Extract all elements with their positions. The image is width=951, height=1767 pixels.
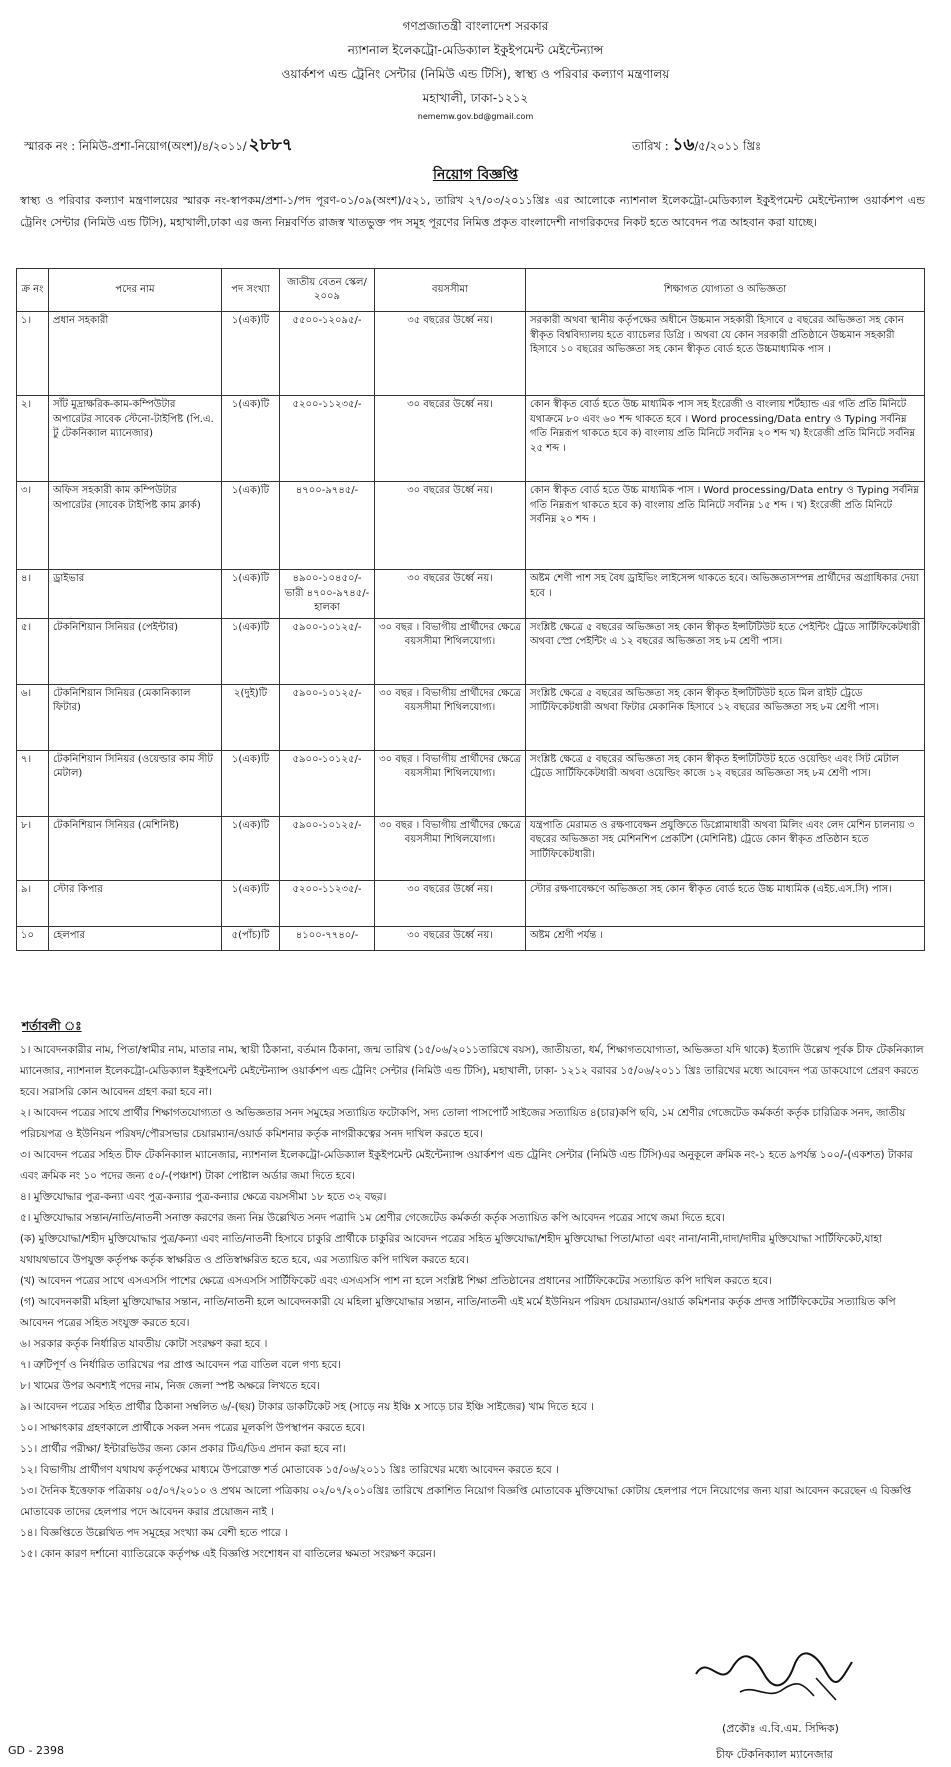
qualification-cell: সংশ্লিষ্ট ক্ষেত্রে ৫ বছরের অভিজ্ঞতা সহ কোন স্বীকৃত ইন্সটিটিউট হতে ওয়েল্ডিং এবং সিট মেটাল ট্রেডে সার্টিফিকেটধারী অথবা ওয়েল্ডিং কাজে ১২ বছরের অভিজ্ঞতা সহ ৮ম শ্রেণী পাস।	[526, 750, 925, 816]
condition-item: ১৫। কোন কারণ দর্শানো ব্যাতিরেকে কর্তৃপক্ষ এই বিজ্ঞপ্তি সংশোধন বা বাতিলের ক্ষমতা সংরক্ষণ করেন।	[20, 1548, 436, 1560]
qualification-cell: কোন স্বীকৃত বোর্ড হতে উচ্চ মাধ্যমিক পাস সহ ইংরেজী ও বাংলায় শর্টহ্যান্ড এর গতি প্রতি মিনিটে যথাক্রমে ৮০ এবং ৬০ শব্দ থাকতে হবে । Word processing/Data entry ও Typing সর্বনিম্ন গতি নিম্নরূপ থাকতে হবে ক) বাংলায় প্রতি মিনিটে সর্বনিম্ন ২০ শব্দ খ) ইংরেজী প্রতি মিনিটে সর্বনিম্ন ২৫ শব্দ ।	[526, 396, 925, 482]
table-row	[17, 816, 925, 880]
col-header-scale: জাতীয় বেতন স্কেল/২০০৯	[280, 269, 375, 312]
age-cell: ৩০ বছর । বিভাগীয় প্রার্থীদের ক্ষেত্রে বয়সসীমা শিথিলযোগ্য।	[375, 684, 526, 750]
post-cell: টেকনিশিয়ান সিনিয়র (ওয়েল্ডার কাম সীট মেটাল)	[49, 750, 222, 816]
post-cell: প্রধান সহকারী	[49, 312, 222, 396]
condition-item: ১। আবেদনকারীর নাম, পিতা/স্বামীর নাম, মাতার নাম, স্থায়ী ঠিকানা, বর্তমান ঠিকানা, জন্ম তারিখ (১৫/০৬/২০১১তারিখে বয়স), জাতীয়তা, ধর্ম, শিক্ষাগতযোগ্যতা, অভিজ্ঞতা যদি থাকে) ইত্যাদি উল্লেখ পূর্বক চীফ টেকনিক্যাল ম্যানেজার, ন্যাশনাল ইলেকট্রো-মেডিক্যাল ইকুইপমেন্ট মেইন্টেন্যান্স ওয়ার্কশপ এন্ড ট্রেনিং সেন্টার (নিমিউ এন্ড টিসি), মহাখালী, ঢাকা- ১২১২ বরাবর ১৫/০৬/২০১১ খ্রিঃ তারিখের মধ্যে আবেদন পত্র ডাকযোগে প্রেরণ করতে হবে। সরাসরি কোন আবেদন গ্রহণ করা হবে না।	[20, 1044, 924, 1098]
condition-item: (গ) আবেদনকারী মহিলা মুক্তিযোদ্ধার সন্তান, নাতি/নাতনী হলে আবেদনকারী যে মহিলা মুক্তিযোদ্ধার সন্তান, নাতি/নাতনী এই মর্মে ইউনিয়ন পরিষদ চেয়ারম্যান/ওয়ার্ড কমিশনার কর্তৃক প্রদত্ত সার্টিফিকেটের সত্যায়িত কপি আবেদন পত্রের সহিত সংযুক্ত করতে হবে।	[20, 1296, 896, 1329]
scale-cell: ৫৯০০-১০১২৫/-	[280, 684, 375, 750]
serial-cell: ৫।	[17, 618, 49, 684]
qualification-cell: অষ্টম শেণী পাশ সহ বৈধ ড্রাইভিং লাইসেন্স থাকতে হবে। অভিজ্ঞতাসম্পন্ন প্রার্থীদের অগ্রাধিকার দেয়া হবে ।	[526, 570, 925, 619]
condition-item: ৩। আবেদন পত্রের সহিত চীফ টেকনিক্যাল ম্যানেজার, ন্যাশনাল ইলেকট্রো-মেডিক্যাল ইকুইপমেন্ট মেইন্টেন্যান্স ওয়ার্কশপ এন্ড ট্রেনিং সেন্টার (নিমিউ এন্ড টিসি)এর অনুকূলে ক্রমিক নং-১ হতে ৯পর্যন্ত ১০০/-(একশত) টাকার এবং ক্রমিক নং ১০ পদের জন্য ৫০/-(পঞ্চাশ) টাকা পোষ্টাল অর্ডার জমা দিতে হবে।	[20, 1149, 913, 1182]
qualification-cell: কোন স্বীকৃত বোর্ড হতে উচ্চ মাধ্যমিক পাস । Word processing/Data entry ও Typing সর্বনিম্ন গতি নিম্নরূপ থাকতে হবে ক) বাংলায় প্রতি মিনিটে সর্বনিম্ন ১৫ শব্দ । খ) ইংরেজী প্রতি মিনিটে সর্বনিম্ন ২০ শব্দ ।	[526, 482, 925, 570]
age-cell: ৩৫ বছরের উর্ধ্বে নয়।	[375, 312, 526, 396]
count-cell: ১(এক)টি	[222, 482, 280, 570]
qualification-cell: সংশ্লিষ্ট ক্ষেত্রে ৫ বছরের অভিজ্ঞতা সহ কোন স্বীকৃত ইন্সটিটিউট হতে মিল রাইট ট্রেডে সার্টিফিকেটধারী অথবা ফিটার মেকানিক হিসাবে ১২ বছরের অভিজ্ঞতা সহ ৮ম শ্রেণী পাস।	[526, 684, 925, 750]
condition-item: ৮। খামের উপর অবশ্যই পদের নাম, নিজ জেলা স্পষ্ট অক্ষরে লিখতে হবে।	[20, 1380, 321, 1392]
memo-handwritten-number: ২৮৮৭	[248, 135, 293, 155]
conditions-list	[20, 1040, 928, 1565]
post-cell: টেকনিশিয়ান সিনিয়র (পেইন্টার)	[49, 618, 222, 684]
table-header-row	[17, 269, 925, 312]
condition-item: ১০। সাক্ষাৎকার গ্রহণকালে প্রার্থীকে সকল সনদ পত্রের মূলকপি উপস্থাপন করতে হবে।	[20, 1422, 365, 1434]
table-row	[17, 684, 925, 750]
govt-name: গণপ্রজাতন্ত্রী বাংলাদেশ সরকার	[402, 19, 549, 33]
org-email: nememw.gov.bd@gmail.com	[417, 112, 534, 121]
table-row	[17, 618, 925, 684]
condition-item: ৪। মুক্তিযোদ্ধার পুত্র-কন্যা এবং পুত্র-কন্যার পুত্র-কন্যার ক্ষেত্রে বয়সসীমা ১৮ হতে ৩২ বছর।	[20, 1191, 387, 1203]
memo-label: স্মারক নং : নিমিউ-প্রশা-নিয়োগ(অংশ)/৪/২০১১/	[24, 139, 247, 153]
scale-cell: ৪৭০০-৯৭৪৫/-	[280, 482, 375, 570]
serial-cell: ৭।	[17, 750, 49, 816]
signer-title: চীফ টেকনিক্যাল ম্যানেজার	[716, 1748, 833, 1761]
scale-cell: ৫৯০০-১০১২৫/-	[280, 618, 375, 684]
table-row	[17, 312, 925, 396]
scale-cell: ৪১০০-৭৭৪০/-	[280, 926, 375, 950]
count-cell: ১(এক)টি	[222, 396, 280, 482]
serial-cell: ১০	[17, 926, 49, 950]
scale-cell: ৪৯০০-১০৪৫০/-ভারী ৪৭০০-৯৭৪৫/-হালকা	[280, 570, 375, 619]
qualification-cell: সংশ্লিষ্ট ক্ষেত্রে ৫ বছরের অভিজ্ঞতা সহ কোন স্বীকৃত ইন্সটিটিউট হতে পেইন্টিং ট্রেডে সার্টিফিকেটধারী অথবা স্প্রে পেইন্টিং এ ১২ বছরের অভিজ্ঞতা সহ ৮ম শ্রেণী পাস।	[526, 618, 925, 684]
table-row	[17, 880, 925, 926]
age-cell: ৩০ বছরের উর্ধ্বে নয়।	[375, 570, 526, 619]
col-header-serial: ক্র নং	[17, 269, 49, 312]
col-header-post: পদের নাম	[49, 269, 222, 312]
memo-date	[632, 134, 761, 157]
count-cell: ১(এক)টি	[222, 570, 280, 619]
condition-item: ১১। প্রার্থীর পরীক্ষা/ ইন্টারভিউর জন্য কোন প্রকার টিএ/ডিএ প্রদান করা হবে না।	[20, 1443, 346, 1455]
age-cell: ৩০ বছর । বিভাগীয় প্রার্থীদের ক্ষেত্রে বয়সসীমা শিথিলযোগ্য।	[375, 618, 526, 684]
condition-item: (খ) আবেদন পত্রের সাথে এসএসসি পাশের ক্ষেত্রে এসএসসি সার্টিফিকেট এবং এসএসসি পাশ না হলে সংশ্লিষ্ট শিক্ষা প্রতিষ্ঠানের প্রধানের সার্টিফিকেটের সত্যায়িত কপি দাখিল করতে হবে।	[20, 1275, 772, 1287]
post-cell: ড্রাইভার	[49, 570, 222, 619]
intro-paragraph: স্বাস্থ্য ও পরিবার কল্যাণ মন্ত্রণালয়ের স্মারক নং-স্বাপকম/প্রশা-১/পদ পূরণ-০১/০৯(অংশ)/৫২১, তারিখ ২৭/০৩/২০১১খ্রিঃ এর আলোকে ন্যাশনাল ইলেকট্রো-মেডিক্যাল ইকুইপমেন্ট মেইন্টেন্যান্স ওয়ার্কশপ এন্ড ট্রেনিং সেন্টার (নিমিউ এন্ড টিসি), মহাখালী,ঢাকা এর জন্য নিম্নবর্ণিত রাজস্ব খাতভুক্ত পদ সমূহ পূরণের নিমিত্ত প্রকৃত বাংলাদেশী নাগরিকদের নিকট হতে আবেদন পত্র আহবান করা যাচ্ছে।	[20, 194, 925, 229]
col-header-count: পদ সংখ্যা	[222, 269, 280, 312]
condition-item: (ক) মুক্তিযোদ্ধা/শহীদ মুক্তিযোদ্ধার পুত্র/কন্যা এবং নাতি/নাতনী হিসাবে চাকুরি প্রার্থীকে চাকুরির আবেদন পত্রের সহিত মুক্তিযোদ্ধা/শহীদ মুক্তিযোদ্ধা পিতা/মাতা এবং নানা/নানী,দাদা/দাদীর মুক্তিযোদ্ধা সার্টিফিকেট,যাহা যথাযথভাবে উপযুক্ত কর্তৃপক্ষ কর্তৃক স্বাক্ষরিত ও প্রতিস্বাক্ষরিত হতে হবে, এর সত্যায়িত কপি দাখিল করতে হবে।	[20, 1233, 882, 1266]
serial-cell: ৯।	[17, 880, 49, 926]
serial-cell: ২।	[17, 396, 49, 482]
condition-item: ২। আবেদন পত্রের সাথে প্রার্থীর শিক্ষাগতযোগ্যতা ও অভিজ্ঞতার সনদ সমুহের সত্যায়িত ফটোকপি, সদ্য তোলা পাসপোর্ট সাইজের সত্যায়িত ৪(চার)কপি ছবি, ১ম শ্রেণীর গেজেটেড কর্মকর্তা কর্তৃক চারিত্রিক সনদ, জাতীয় পরিচয়পত্র ও ইউনিয়ন পরিষদ/পৌরসভার চেয়ারম্যান/ওয়ার্ড কমিশনার কর্তৃক নাগরীকত্বের সনদ দাখিল করতে হবে।	[20, 1107, 906, 1140]
count-cell: ১(এক)টি	[222, 816, 280, 880]
age-cell: ৩০ বছরের উর্ধ্বে নয়।	[375, 926, 526, 950]
qualification-cell: যন্ত্রপাতি মেরামত ও রক্ষণাবেক্ষন প্রযুক্তিতে ডিপ্লোমাধারী অথবা মিলিং এবং লেদ মেশিন চালনায় ৩ বছরের অভিজ্ঞতা সহ মেশিনশিপ প্রেকটিশ (মেশিনিষ্ট) ট্রেডে কোন স্বীকৃত প্রতিষ্ঠান হতে সার্টিফিকেটধারী।	[526, 816, 925, 880]
post-cell: হেলপার	[49, 926, 222, 950]
condition-item: ৫। মুক্তিযোদ্ধার সন্তান/নাতি/নাতনী সনাক্ত করণের জন্য নিম্ন উল্লেখিত সনদ পত্রাদি ১ম শ্রেণীর গেজেটেড কর্মকর্তা কর্তৃক সত্যায়িত কপি আবেদন পত্রের সাথে জমা দিতে হবে।	[20, 1212, 725, 1224]
qualification-cell: সরকারী অথবা স্থানীয় কর্তৃপক্ষের অধীনে উচ্চমান সহকারী হিসাবে ৫ বছরের অভিজ্ঞতা সহ কোন স্বীকৃত বিশ্ববিদ্যালয় হতে ব্যাচেলর ডিগ্রি । অথবা যে কোন সরকারী প্রতিষ্ঠানে উচ্চমান সহকারী হিসাবে ১০ বছরের অভিজ্ঞতা সহ কোন স্বীকৃত বোর্ড হতে উচ্চমাধ্যমিক পাস ।	[526, 312, 925, 396]
date-handwritten-day: ১৬	[672, 135, 695, 155]
conditions-heading: শর্তাবলী ঃ	[22, 1019, 82, 1033]
serial-cell: ৪।	[17, 570, 49, 619]
age-cell: ৩০ বছরের উর্ধ্বে নয়।	[375, 482, 526, 570]
count-cell: ১(এক)টি	[222, 750, 280, 816]
post-cell: অফিস সহকারী কাম কম্পিউটার অপারেটর (সাবেক টাইপিষ্ট কাম ক্লার্ক)	[49, 482, 222, 570]
serial-cell: ৮।	[17, 816, 49, 880]
notice-title: নিয়োগ বিজ্ঞপ্তি	[432, 167, 519, 183]
count-cell: ২(দুই)টি	[222, 684, 280, 750]
signer-name: (প্রকৌঃ এ.বি.এম. সিদ্দিক)	[722, 1722, 839, 1735]
letterhead	[0, 14, 951, 124]
condition-item: ৭। ত্রুটিপূর্ণ ও নির্ধারিত তারিখের পর প্রাপ্ত আবেদন পত্র বাতিল বলে গণ্য হবে।	[20, 1359, 341, 1371]
handwritten-signature	[690, 1648, 860, 1708]
posts-table	[16, 268, 925, 951]
scale-cell: ৫২০০-১১২৩৫/-	[280, 880, 375, 926]
table-row	[17, 482, 925, 570]
condition-item: ১২। বিভাগীয় প্রার্থীগণ যথাযথ কর্তৃপক্ষের মাধ্যমে উপরোক্ত শর্ত মোতাবেক ১৫/০৬/২০১১ খ্রিঃ তারিখের মধ্যে আবেদন করতে হবে ।	[20, 1464, 559, 1476]
table-row	[17, 926, 925, 950]
count-cell: ১(এক)টি	[222, 312, 280, 396]
age-cell: ৩০ বছর । বিভাগীয় প্রার্থীদের ক্ষেত্রে বয়সসীমা শিথিলযোগ্য।	[375, 750, 526, 816]
serial-cell: ৬।	[17, 684, 49, 750]
post-cell: টেকনিশিয়ান সিনিয়র (মেশিনিষ্ট)	[49, 816, 222, 880]
post-cell: সাঁট মুদ্রাক্ষরিক-কাম-কম্পিউটার অপারেটর সাবেক স্টেনো-টাইপিষ্ট (পি.এ. টু টেকনিক্যাল ম্যানেজার)	[49, 396, 222, 482]
memo-reference	[24, 134, 293, 157]
table-row	[17, 396, 925, 482]
org-name: ন্যাশনাল ইলেকট্রো-মেডিক্যাল ইকুইপমেন্ট মেইন্টেন্যান্স	[347, 43, 604, 57]
age-cell: ৩০ বছর । বিভাগীয় প্রার্থীদের ক্ষেত্রে বয়সসীমা শিথিলযোগ্য।	[375, 816, 526, 880]
serial-cell: ৩।	[17, 482, 49, 570]
condition-item: ১৪। বিজ্ঞপ্তিতে উল্লেখিত পদ সমূহের সংখ্যা কম বেশী হতে পারে ।	[20, 1527, 288, 1539]
date-label: তারিখ :	[632, 139, 673, 153]
condition-item: ৬। সরকার কর্তৃক নির্ধারিত যাবতীয় কোটা সংরক্ষণ করা হবে ।	[20, 1338, 268, 1350]
table-row	[17, 570, 925, 619]
post-cell: স্টোর কিপার	[49, 880, 222, 926]
scale-cell: ৫২০০-১১২৩৫/-	[280, 396, 375, 482]
footer-code: GD - 2398	[8, 1744, 64, 1757]
condition-item: ১৩। দৈনিক ইত্তেফাক পত্রিকায় ০৫/০৭/২০১০ ও প্রথম আলো পত্রিকায় ০২/০৭/২০১০খ্রিঃ তারিখে প্রকাশিত নিয়োগ বিজ্ঞপ্তি মোতাবেক মুক্তিযোদ্ধা কোটায় হেলপার পদে নিয়োগের জন্য যারা আবেদন করেছেন এ বিজ্ঞপ্তি মোতাবেক তাদের হেলপার পদে আবেদন করার প্রয়োজন নাই ।	[20, 1485, 912, 1518]
count-cell: ১(এক)টি	[222, 880, 280, 926]
age-cell: ৩০ বছরের উর্ধ্বে নয়।	[375, 880, 526, 926]
scale-cell: ৫৯০০-১০১২৫/-	[280, 750, 375, 816]
qualification-cell: স্টোর রক্ষণাবেক্ষণে অভিজ্ঞতা সহ কোন স্বীকৃত বোর্ড হতে উচ্চ মাধ্যমিক (এইচ.এস.সি) পাস।	[526, 880, 925, 926]
scale-cell: ৫৫০০-১২০৯৫/-	[280, 312, 375, 396]
post-cell: টেকনিশিয়ান সিনিয়র (মেকানিক্যাল ফিটার)	[49, 684, 222, 750]
table-row	[17, 750, 925, 816]
count-cell: ১(এক)টি	[222, 618, 280, 684]
condition-item: ৯। আবেদন পত্রের সহিত প্রার্থীর ঠিকানা সম্বলিত ৬/-(ছয়) টাকার ডাকটিকেট সহ (সাড়ে নয় ইঞ্চি x সাড়ে চার ইঞ্চি সাইজের) খাম দিতে হবে ।	[20, 1401, 594, 1413]
col-header-age: বয়সসীমা	[375, 269, 526, 312]
age-cell: ৩০ বছরের উর্ধ্বে নয়।	[375, 396, 526, 482]
date-rest: /৫/২০১১ খ্রিঃ	[694, 139, 762, 153]
col-header-qualification: শিক্ষাগত যোগ্যতা ও অভিজ্ঞতা	[526, 269, 925, 312]
org-address: মহাখালী, ঢাকা-১২১২	[422, 91, 529, 105]
qualification-cell: অষ্টম শ্রেণী পর্যন্ত ।	[526, 926, 925, 950]
count-cell: ৫(পাঁচ)টি	[222, 926, 280, 950]
scale-cell: ৫৯০০-১০১২৫/-	[280, 816, 375, 880]
serial-cell: ১।	[17, 312, 49, 396]
org-subname: ওয়ার্কশপ এন্ড ট্রেনিং সেন্টার (নিমিউ এন্ড টিসি), স্বাস্থ্য ও পরিবার কল্যাণ মন্ত্রণালয়	[281, 67, 670, 81]
